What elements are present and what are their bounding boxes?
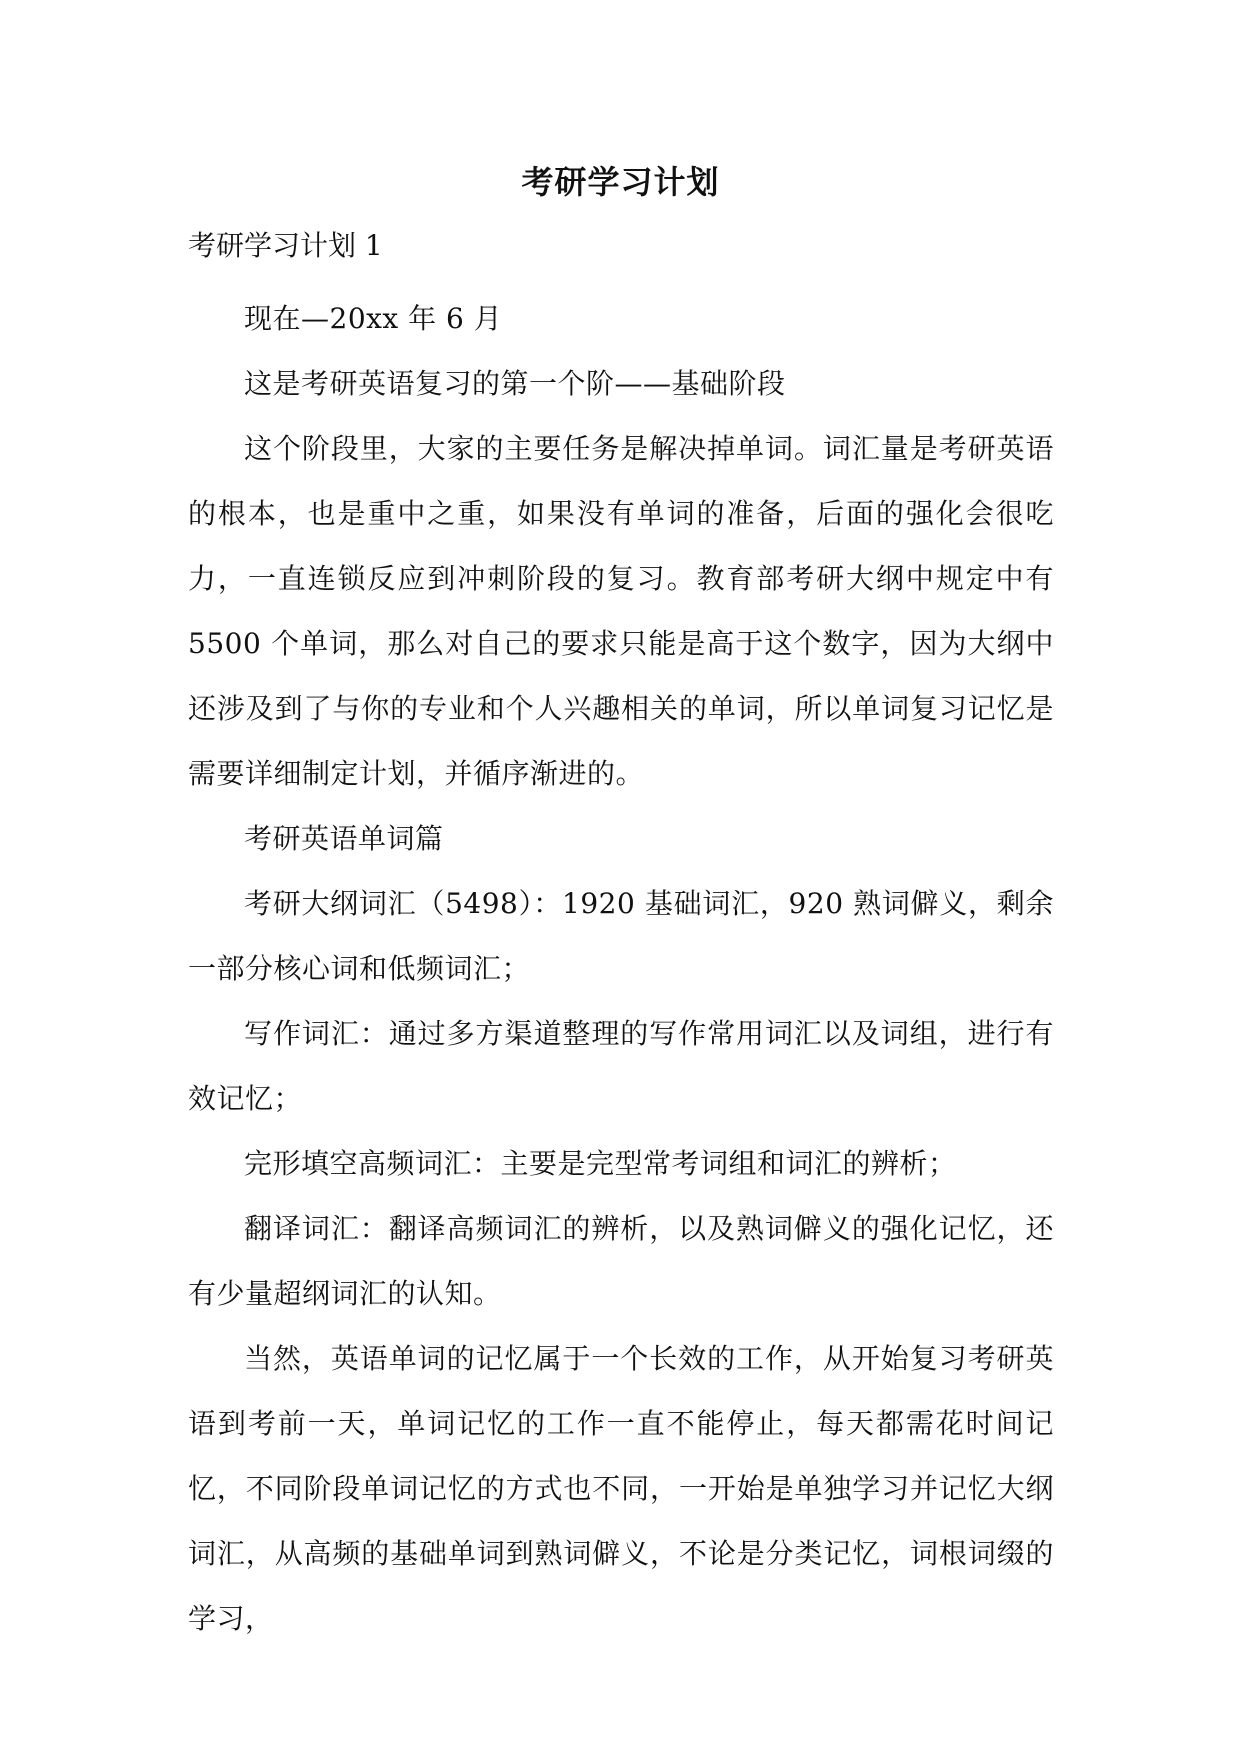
paragraph-writing-vocab: 写作词汇：通过多方渠道整理的写作常用词汇以及词组，进行有效记忆；	[188, 1017, 1054, 1115]
paragraph-task: 这个阶段里，大家的主要任务是解决掉单词。词汇量是考研英语的根本，也是重中之重，如果没有单词的准备，后面的强化会很吃力，一直连锁反应到冲刺阶段的复习。教育部考研大纲中规定中有 5500 个单词，那么对自己的要求只能是高于这个数字，因为大纲中还涉及到了与你的专业和个人兴趣相关的单词，所以单词复习记忆是需要详细制定计划，并循序渐进的。	[188, 432, 1054, 790]
paragraph-syllabus-vocab: 考研大纲词汇（5498）：1920 基础词汇，920 熟词僻义，剩余一部分核心词和低频词汇；	[188, 887, 1054, 985]
paragraph-date: 现在—20xx 年 6 月	[244, 302, 503, 335]
document-subtitle: 考研学习计划 1	[188, 229, 383, 262]
document-title: 考研学习计划	[521, 163, 720, 201]
document-body	[188, 286, 1054, 1651]
paragraph-heading-vocab: 考研英语单词篇	[244, 822, 444, 855]
paragraph-translation-vocab: 翻译词汇：翻译高频词汇的辨析，以及熟词僻义的强化记忆，还有少量超纲词汇的认知。	[188, 1212, 1054, 1310]
paragraph-memory-work: 当然，英语单词的记忆属于一个长效的工作，从开始复习考研英语到考前一天，单词记忆的工作一直不能停止，每天都需花时间记忆，不同阶段单词记忆的方式也不同，一开始是单独学习并记忆大纲词汇，从高频的基础单词到熟词僻义，不论是分类记忆，词根词缀的学习，	[188, 1342, 1054, 1635]
paragraph-stage: 这是考研英语复习的第一个阶——基础阶段	[244, 367, 786, 400]
paragraph-cloze-vocab: 完形填空高频词汇：主要是完型常考词组和词汇的辨析；	[244, 1147, 957, 1180]
